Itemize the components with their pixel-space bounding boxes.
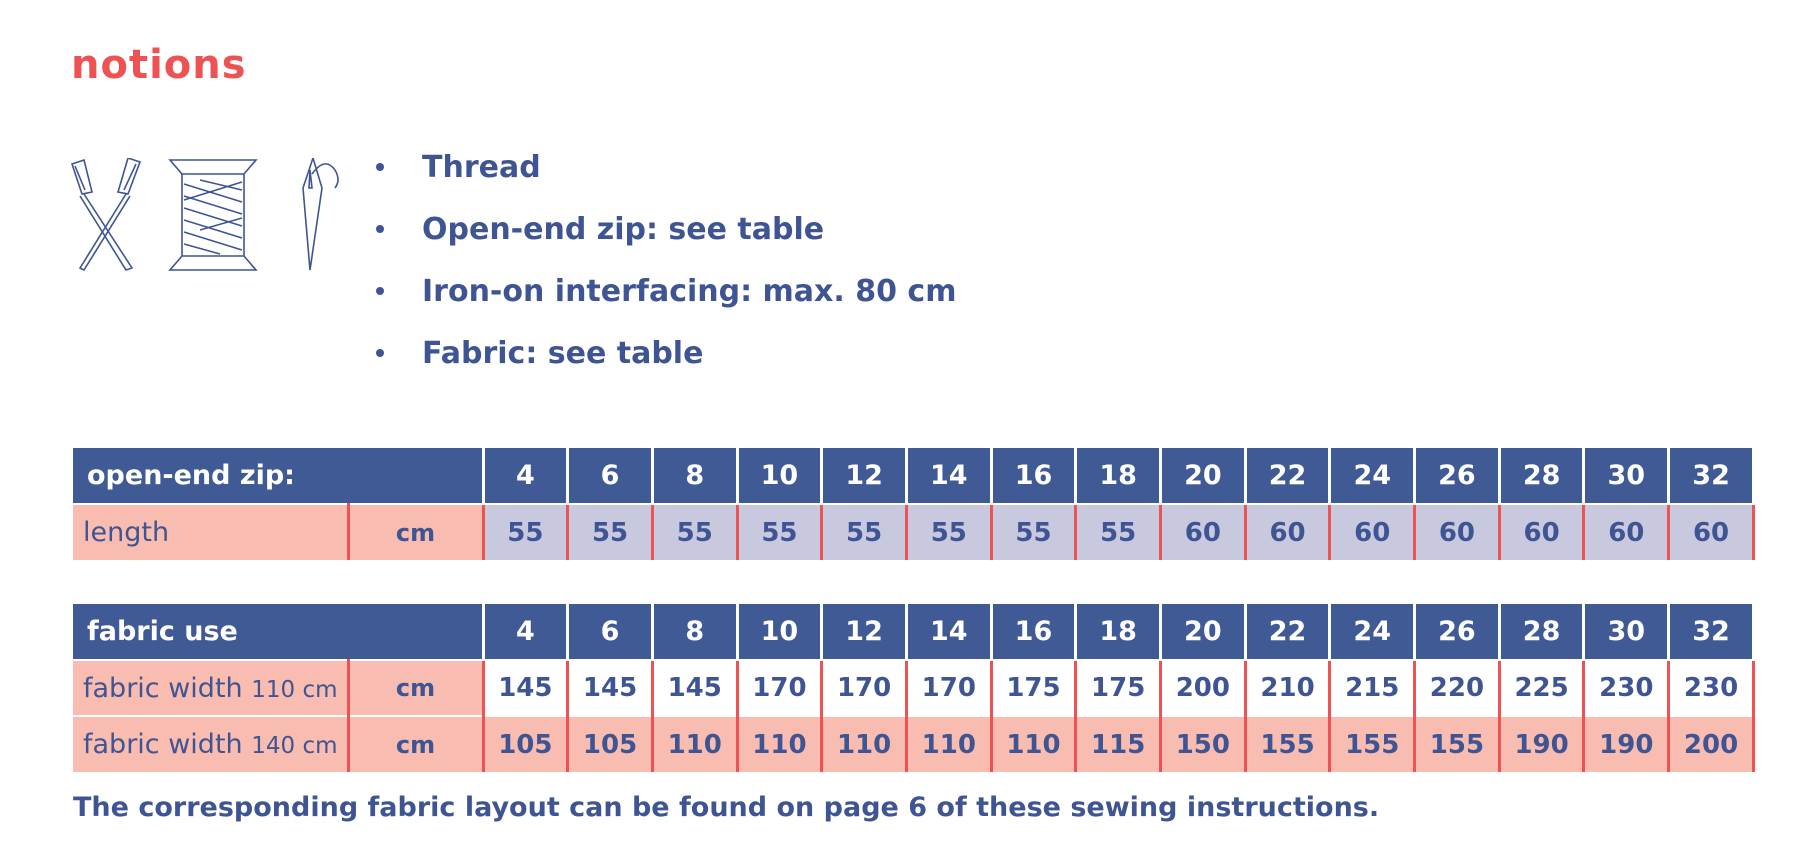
notions-icons	[70, 158, 355, 277]
list-item: Iron-on interfacing: max. 80 cm	[376, 274, 956, 336]
table-header-row	[73, 448, 1754, 504]
value-cell: 60	[1669, 504, 1754, 560]
size-header-cell: 12	[822, 448, 907, 504]
value-cell: 145	[568, 660, 653, 716]
value-cell: 110	[906, 716, 991, 772]
value-cell: 60	[1161, 504, 1246, 560]
row-unit: cm	[348, 660, 483, 716]
table-header-row	[73, 604, 1754, 660]
table-title: fabric use	[73, 604, 483, 660]
size-header-cell: 6	[568, 604, 653, 660]
value-cell: 110	[991, 716, 1076, 772]
row-label: fabric width 140 cm	[73, 716, 348, 772]
size-header-cell: 26	[1415, 448, 1500, 504]
needle-icon	[303, 158, 338, 270]
size-header-cell: 28	[1499, 604, 1584, 660]
value-cell: 60	[1499, 504, 1584, 560]
value-cell: 55	[822, 504, 907, 560]
value-cell: 170	[906, 660, 991, 716]
size-header-cell: 14	[906, 604, 991, 660]
scissors-icon	[72, 158, 140, 270]
value-cell: 215	[1330, 660, 1415, 716]
row-label: fabric width 110 cm	[73, 660, 348, 716]
table-title: open-end zip:	[73, 448, 483, 504]
table-row	[73, 504, 1754, 560]
value-cell: 105	[568, 716, 653, 772]
size-header-cell: 14	[906, 448, 991, 504]
value-cell: 200	[1161, 660, 1246, 716]
value-cell: 150	[1161, 716, 1246, 772]
value-cell: 55	[906, 504, 991, 560]
value-cell: 155	[1330, 716, 1415, 772]
value-cell: 145	[483, 660, 568, 716]
row-unit: cm	[348, 716, 483, 772]
list-item: Fabric: see table	[376, 336, 956, 398]
value-cell: 55	[991, 504, 1076, 560]
page-heading: notions	[71, 42, 247, 88]
value-cell: 190	[1584, 716, 1669, 772]
value-cell: 155	[1245, 716, 1330, 772]
value-cell: 170	[822, 660, 907, 716]
value-cell: 200	[1669, 716, 1754, 772]
value-cell: 220	[1415, 660, 1500, 716]
list-item: Open-end zip: see table	[376, 212, 956, 274]
size-header-cell: 20	[1161, 604, 1246, 660]
value-cell: 55	[568, 504, 653, 560]
notions-list	[376, 150, 956, 398]
size-header-cell: 10	[737, 448, 822, 504]
thread-spool-icon	[170, 160, 256, 270]
size-header-cell: 28	[1499, 448, 1584, 504]
value-cell: 230	[1669, 660, 1754, 716]
size-header-cell: 10	[737, 604, 822, 660]
value-cell: 55	[1076, 504, 1161, 560]
value-cell: 110	[822, 716, 907, 772]
size-header-cell: 26	[1415, 604, 1500, 660]
value-cell: 175	[1076, 660, 1161, 716]
fabric-use-table	[73, 604, 1755, 772]
size-header-cell: 12	[822, 604, 907, 660]
value-cell: 190	[1499, 716, 1584, 772]
bullet-dot	[376, 225, 384, 233]
size-header-cell: 32	[1669, 604, 1754, 660]
value-cell: 175	[991, 660, 1076, 716]
row-label: length	[73, 504, 348, 560]
row-label-width: 140 cm	[251, 733, 338, 759]
zip-size-table	[73, 448, 1755, 560]
size-header-cell: 22	[1245, 448, 1330, 504]
footnote: The corresponding fabric layout can be found on page 6 of these sewing instructions.	[73, 792, 1380, 823]
size-header-cell: 18	[1076, 448, 1161, 504]
size-header-cell: 18	[1076, 604, 1161, 660]
value-cell: 115	[1076, 716, 1161, 772]
table-row	[73, 660, 1754, 716]
value-cell: 60	[1330, 504, 1415, 560]
size-header-cell: 16	[991, 448, 1076, 504]
value-cell: 60	[1245, 504, 1330, 560]
value-cell: 110	[652, 716, 737, 772]
size-header-cell: 6	[568, 448, 653, 504]
size-header-cell: 8	[652, 604, 737, 660]
size-header-cell: 22	[1245, 604, 1330, 660]
list-item: Thread	[376, 150, 956, 212]
value-cell: 55	[737, 504, 822, 560]
bullet-dot	[376, 163, 384, 171]
value-cell: 105	[483, 716, 568, 772]
size-header-cell: 20	[1161, 448, 1246, 504]
size-header-cell: 16	[991, 604, 1076, 660]
row-label-width: 110 cm	[251, 676, 338, 703]
value-cell: 225	[1499, 660, 1584, 716]
bullet-dot	[376, 349, 384, 357]
size-header-cell: 30	[1584, 604, 1669, 660]
row-unit: cm	[348, 504, 483, 560]
value-cell: 230	[1584, 660, 1669, 716]
value-cell: 60	[1415, 504, 1500, 560]
size-header-cell: 32	[1669, 448, 1754, 504]
value-cell: 55	[483, 504, 568, 560]
size-header-cell: 24	[1330, 448, 1415, 504]
size-header-cell: 8	[652, 448, 737, 504]
value-cell: 55	[652, 504, 737, 560]
table-row	[73, 716, 1754, 772]
bullet-dot	[376, 287, 384, 295]
size-header-cell: 30	[1584, 448, 1669, 504]
value-cell: 170	[737, 660, 822, 716]
value-cell: 60	[1584, 504, 1669, 560]
value-cell: 145	[652, 660, 737, 716]
value-cell: 210	[1245, 660, 1330, 716]
size-header-cell: 24	[1330, 604, 1415, 660]
size-header-cell: 4	[483, 604, 568, 660]
size-header-cell: 4	[483, 448, 568, 504]
value-cell: 110	[737, 716, 822, 772]
value-cell: 155	[1415, 716, 1500, 772]
